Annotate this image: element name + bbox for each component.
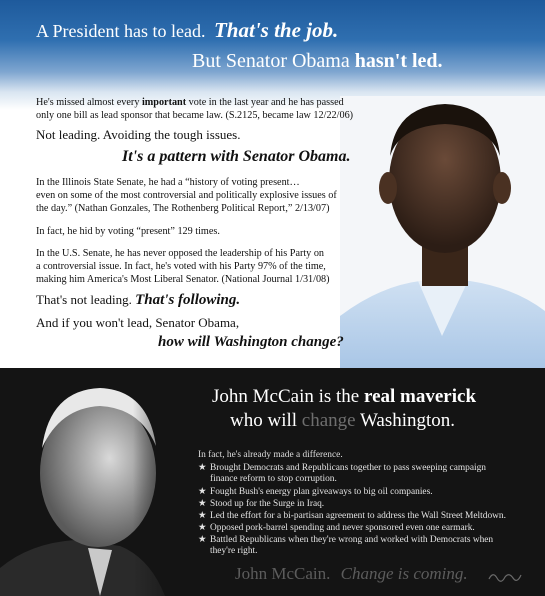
mccain-headline-line-1 xyxy=(212,386,476,408)
illinois-line-2: even on some of the most controversial and politically explosive issues of xyxy=(36,190,337,201)
star-icon: ★ xyxy=(198,487,207,497)
bullet-text: Stood up for the Surge in Iraq. xyxy=(210,499,325,509)
bullet-text: Opposed pork-barrel spending and never sponsored even one earmark. xyxy=(210,523,475,533)
headline-italic: That's the job. xyxy=(213,18,339,42)
mccain-headline-line-2 xyxy=(230,410,455,432)
illinois-line-3: the day.” (Nathan Gonzales, The Rothenberg Political Report,” 2/13/07) xyxy=(36,203,330,214)
text-span: That's not leading. xyxy=(36,292,132,307)
senate-line-2: a controversial issue. In fact, he's voted with his Party 97% of the time, xyxy=(36,261,326,272)
signature-name: John McCain. xyxy=(235,564,331,583)
obama-portrait xyxy=(340,96,545,368)
bullet-text: Led the effort for a bi-partisan agreement to address the Wall Street Meltdown. xyxy=(210,511,506,521)
missed-votes-line-1 xyxy=(36,96,344,109)
following-emphasis: That's following. xyxy=(135,292,241,308)
star-icon: ★ xyxy=(198,463,207,473)
bullet-text: Fought Bush's energy plan giveaways to big oil companies. xyxy=(210,487,433,497)
star-icon: ★ xyxy=(198,535,207,545)
bullet-item xyxy=(198,511,506,522)
text-span: Washington. xyxy=(360,410,456,431)
star-icon: ★ xyxy=(198,499,207,509)
illinois-line-1: In the Illinois State Senate, he had a “history of voting present… xyxy=(36,177,300,188)
text-span: John McCain is the xyxy=(212,386,360,407)
mccain-portrait xyxy=(0,368,190,596)
text-span: who will xyxy=(230,410,298,431)
text-span: He's missed almost every xyxy=(36,97,140,108)
signature-tagline: Change is coming. xyxy=(340,564,468,583)
bullet-text: Brought Democrats and Republicans together to pass sweeping campaign xyxy=(210,463,486,473)
bullet-item xyxy=(198,523,475,534)
bullet-text: Battled Republicans when they're wrong and worked with Democrats when xyxy=(210,535,494,545)
if-you-wont-line: And if you won't lead, Senator Obama, xyxy=(36,315,240,330)
following-line xyxy=(36,293,240,307)
bullet-text-cont: finance reform to stop corruption. xyxy=(210,474,337,485)
signature-scribble-icon xyxy=(488,569,522,583)
senate-line-3: making him America's Most Liberal Senator. (National Journal 1/31/08) xyxy=(36,274,330,285)
real-maverick-text: real maverick xyxy=(364,386,477,407)
headline-bold: hasn't led. xyxy=(354,50,443,72)
pattern-line: It's a pattern with Senator Obama. xyxy=(122,148,351,165)
bullet-item xyxy=(198,487,433,498)
bullet-item xyxy=(198,535,493,557)
headline-text-2: But Senator Obama xyxy=(192,50,350,72)
bullet-text-cont: they're right. xyxy=(210,546,258,557)
senate-line-1: In the U.S. Senate, he has never opposed the leadership of his Party on xyxy=(36,248,325,259)
change-word: change xyxy=(301,410,356,431)
headline-line-1 xyxy=(36,18,338,43)
intro-text: In fact, he's already made a difference. xyxy=(198,450,343,460)
star-icon: ★ xyxy=(198,511,207,521)
mccain-panel xyxy=(0,368,545,596)
present-votes-line: In fact, he hid by voting “present” 129 times. xyxy=(36,226,220,237)
bullet-item xyxy=(198,499,324,510)
signature-line xyxy=(235,564,468,584)
star-icon: ★ xyxy=(198,523,207,533)
not-leading-line: Not leading. Avoiding the tough issues. xyxy=(36,127,241,142)
headline-text: A President has to lead. xyxy=(36,21,206,41)
bullet-item xyxy=(198,463,486,485)
text-bold: important xyxy=(141,97,187,108)
text-span: vote in the last year and he has passed xyxy=(188,97,344,108)
headline-line-2 xyxy=(192,50,443,73)
missed-votes-line-2: only one bill as lead sponsor that became law. (S.2125, became law 12/22/06) xyxy=(36,110,354,121)
how-will-washington-change: how will Washington change? xyxy=(158,334,344,350)
